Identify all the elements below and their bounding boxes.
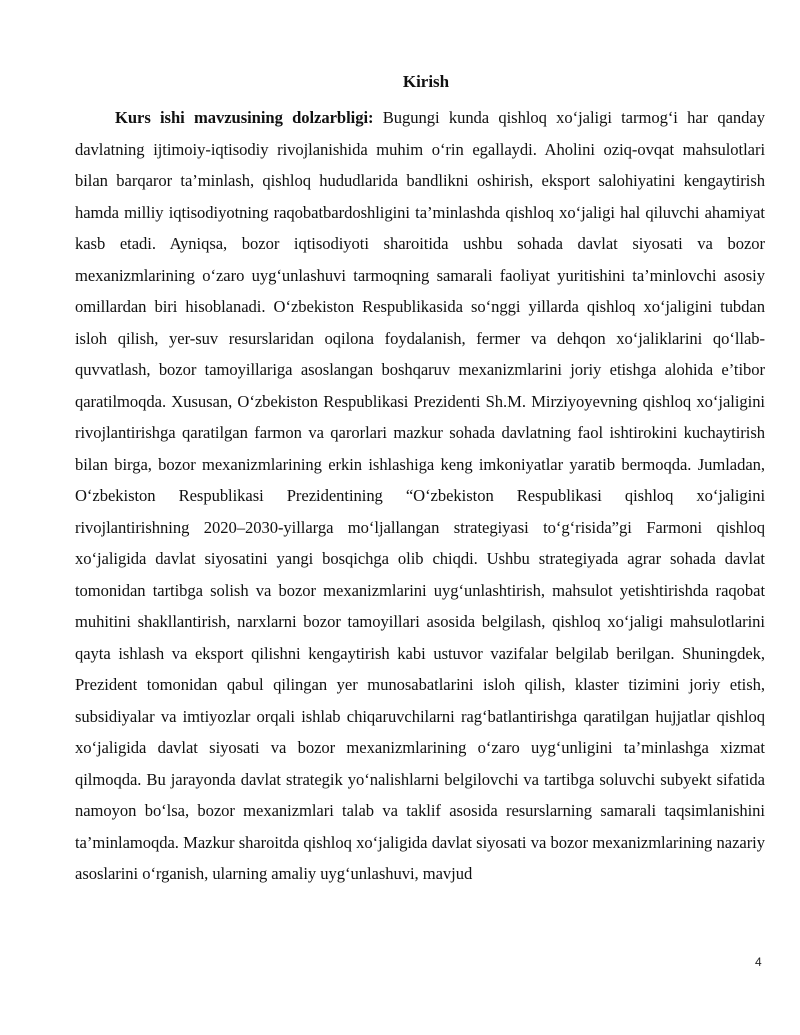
paragraph-text: Bugungi kunda qishloq xo‘jaligi tarmog‘i har qanday davlatning ijtimoiy-iqtisodiy rivojlanishida muhim o‘rin egallaydi. Aholini oziq-ovqat mahsulotlari bilan barqaror ta’minlash, qishloq hududlarida bandlikni oshirish, eksport salohiyatini kengaytirish hamda milliy iqtisodiyotning raqobatbardoshligini ta’minlashda qishloq xo‘jaligi hal qiluvchi ahamiyat kasb etadi. Ayniqsa, bozor iqtisodiyoti sharoitida ushbu sohada davlat siyosati va bozor mexanizmlarining o‘zaro uyg‘unlashuvi tarmoqning samarali faoliyat yuritishini ta’minlovchi asosiy omillardan biri hisoblanadi. O‘zbekiston Respublikasida so‘nggi yillarda qishloq xo‘jaligini tubdan isloh qilish, yer-suv resurslaridan oqilona foydalanish, fermer va dehqon xo‘jaliklarini qo‘llab-quvvatlash, bozor tamoyillariga asoslangan boshqaruv mexanizmlarini joriy etishga alohida e’tibor qaratilmoqda. Xususan, O‘zbekiston Respublikasi Prezidenti Sh.M. Mirziyoyevning qishloq xo‘jaligini rivojlantirishga qaratilgan farmon va qarorlari mazkur sohada davlatning faol ishtirokini kuchaytirish bilan birga, bozor mexanizmlarining erkin ishlashiga keng imkoniyatlar yaratib bermoqda. Jumladan, O‘zbekiston Respublikasi Prezidentining “O‘zbekiston Respublikasi qishloq xo‘jaligini rivojlantirishning 2020–2030-yillarga mo‘ljallangan strategiyasi to‘g‘risida”gi Farmoni qishloq xo‘jaligida davlat siyosatini yangi bosqichga olib chiqdi. Ushbu strategiyada agrar sohada davlat tomonidan tartibga solish va bozor mexanizmlarini uyg‘unlashtirish, mahsulot yetishtirishda raqobat muhitini shakllantirish, narxlarni bozor tamoyillari asosida belgilash, qishloq xo‘jaligi mahsulotlarini qayta ishlash va eksport qilishni kengaytirish kabi ustuvor vazifalar belgilab berilgan. Shuningdek, Prezident tomonidan qabul qilingan yer munosabatlarini isloh qilish, klaster tizimini joriy etish, subsidiyalar va imtiyozlar orqali ishlab chiqaruvchilarni rag‘batlantirishga qaratilgan hujjatlar qishloq xo‘jaligida davlat siyosati va bozor mexanizmlarining o‘zaro uyg‘unligini ta’minlashga xizmat qilmoqda. Bu jarayonda davlat strategik yo‘nalishlarni belgilovchi va tartibga soluvchi subyekt sifatida namoyon bo‘lsa, bozor mexanizmlari talab va taklif asosida resurslarning samarali taqsimlanishini ta’minlamoqda. Mazkur sharoitda qishloq xo‘jaligida davlat siyosati va bozor mexanizmlarining nazariy asoslarini o‘rganish, ularning amaliy uyg‘unlashuvi, mavjud	[75, 108, 765, 883]
page-number: 4	[755, 955, 762, 969]
document-page	[75, 70, 765, 890]
body-paragraph	[75, 102, 765, 890]
section-heading: Kirish	[402, 72, 450, 91]
paragraph-lead: Kurs ishi mavzusining dolzarbligi:	[115, 108, 374, 127]
